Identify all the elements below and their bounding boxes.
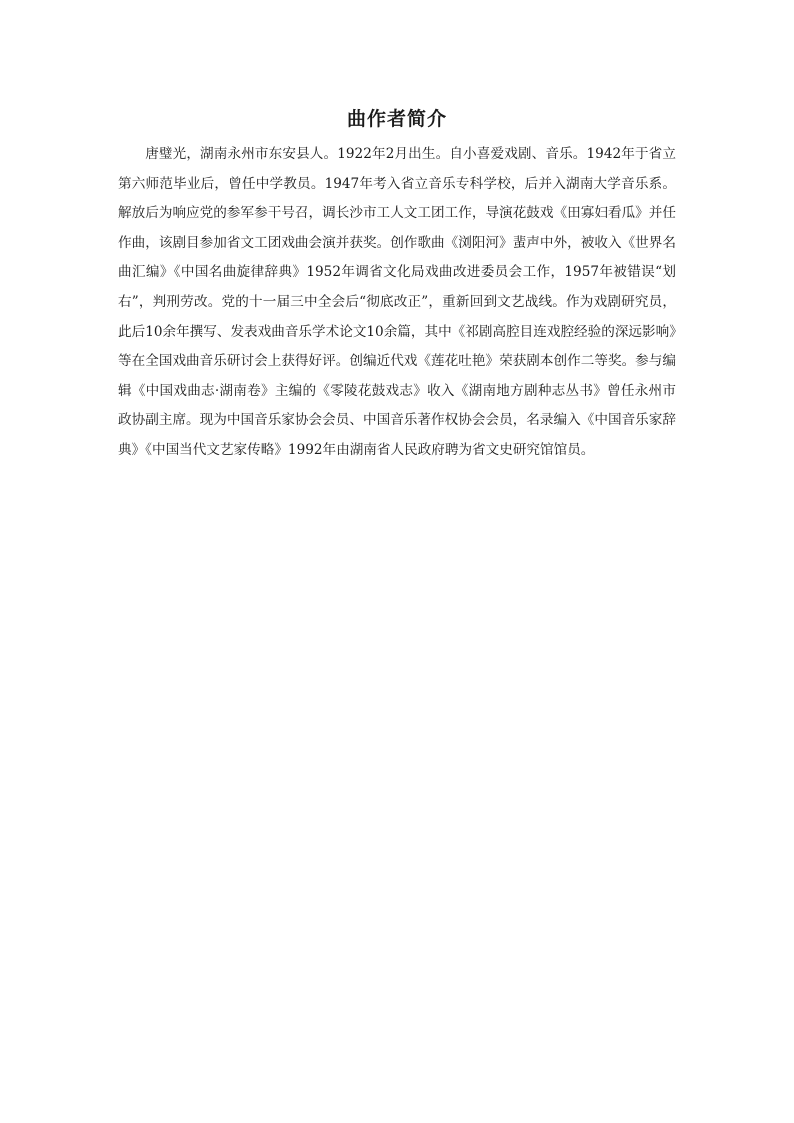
page-title: 曲作者简介 [346, 108, 447, 130]
biography-paragraph: 唐璧光，湖南永州市东安县人。1922年2月出生。自小喜爱戏剧、音乐。1942年于省立第六师范毕业后，曾任中学教员。1947年考入省立音乐专科学校，后并入湖南大学音乐系。解放后为响应党的参军参干号召，调长沙市工人文工团工作，导演花鼓戏《田寡妇看瓜》并任作曲，该剧目参加省文工团戏曲会演并获奖。创作歌曲《浏阳河》蜚声中外，被收入《世界名曲汇编》《中国名曲旋律辞典》1952年调省文化局戏曲改进委员会工作，1957年被错误“划右”，判刑劳改。党的十一届三中全会后“彻底改正”，重新回到文艺战线。作为戏剧研究员，此后10余年撰写、发表戏曲音乐学术论文10余篇，其中《祁剧高腔目连戏腔经验的深远影响》等在全国戏曲音乐研讨会上获得好评。创编近代戏《莲花吐艳》荣获剧本创作二等奖。参与编辑《中国戏曲志·湖南卷》主编的《零陵花鼓戏志》收入《湖南地方剧种志丛书》曾任永州市政协副主席。现为中国音乐家协会会员、中国音乐著作权协会会员，名录编入《中国音乐家辞典》《中国当代文艺家传略》1992年由湖南省人民政府聘为省文史研究馆馆员。 [118, 146, 676, 458]
